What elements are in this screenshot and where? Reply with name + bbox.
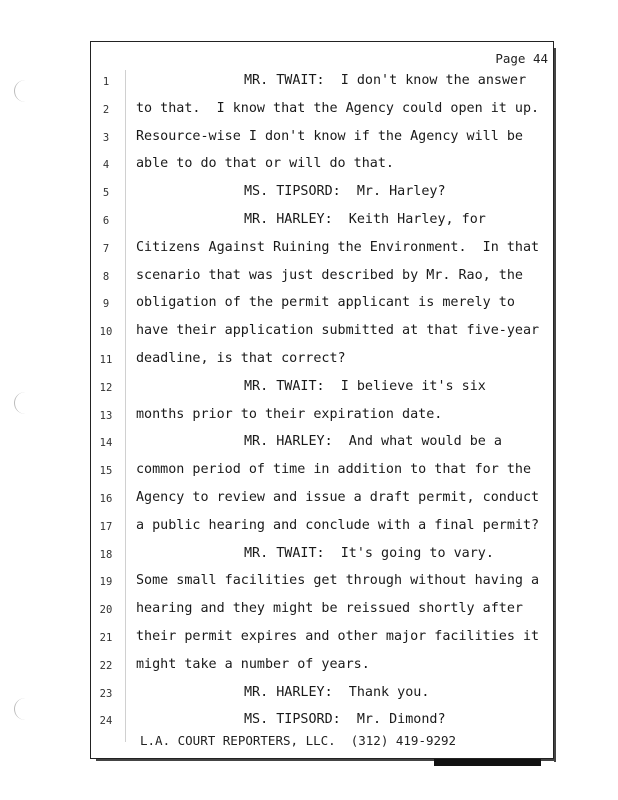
line-number: 19 bbox=[99, 576, 113, 589]
transcript-line bbox=[0, 406, 618, 434]
scan-bar bbox=[434, 759, 541, 766]
line-text: obligation of the permit applicant is merely to bbox=[136, 295, 515, 311]
line-number: 9 bbox=[102, 298, 110, 311]
transcript-line bbox=[0, 572, 618, 600]
transcript-line bbox=[0, 461, 618, 489]
line-number: 13 bbox=[99, 409, 113, 422]
line-text: MR. TWAIT: I don't know the answer bbox=[244, 73, 527, 88]
line-number: 15 bbox=[99, 465, 113, 478]
line-number: 4 bbox=[102, 159, 110, 172]
line-text: MS. TIPSORD: Mr. Harley? bbox=[244, 184, 446, 200]
line-number: 5 bbox=[102, 187, 110, 200]
line-number: 6 bbox=[102, 214, 110, 227]
line-number: 21 bbox=[99, 631, 113, 644]
transcript-lines bbox=[0, 72, 618, 739]
transcript-line bbox=[0, 155, 618, 183]
line-number: 12 bbox=[99, 381, 113, 394]
line-number: 18 bbox=[99, 548, 113, 561]
line-text: Agency to review and issue a draft permit, conduct bbox=[136, 489, 540, 505]
line-text: their permit expires and other major facilities it bbox=[136, 628, 540, 644]
line-text: MR. HARLEY: Keith Harley, for bbox=[244, 211, 486, 227]
line-text: Citizens Against Ruining the Environment. In that bbox=[136, 239, 540, 255]
line-text: Resource-wise I don't know if the Agency will be bbox=[136, 128, 523, 144]
transcript-line bbox=[0, 656, 618, 684]
line-number: 22 bbox=[99, 659, 113, 672]
line-text: able to do that or will do that. bbox=[136, 156, 394, 172]
line-number: 20 bbox=[99, 604, 113, 617]
transcript-line bbox=[0, 294, 618, 322]
line-text: MS. TIPSORD: Mr. Dimond? bbox=[244, 712, 446, 728]
transcript-line bbox=[0, 100, 618, 128]
transcript-line bbox=[0, 517, 618, 545]
line-text: months prior to their expiration date. bbox=[136, 406, 443, 422]
line-text: hearing and they might be reissued shortly after bbox=[136, 601, 523, 617]
transcript-line bbox=[0, 378, 618, 406]
transcript-line bbox=[0, 600, 618, 628]
line-text: MR. TWAIT: It's going to vary. bbox=[244, 545, 494, 561]
transcript-line bbox=[0, 628, 618, 656]
transcript-line bbox=[0, 267, 618, 295]
line-text: common period of time in addition to that for the bbox=[136, 462, 532, 478]
line-number: 24 bbox=[99, 715, 113, 728]
page-number: Page 44 bbox=[495, 51, 548, 66]
line-text: might take a number of years. bbox=[136, 656, 370, 672]
line-number: 1 bbox=[102, 76, 110, 88]
transcript-line bbox=[0, 545, 618, 573]
line-number: 3 bbox=[102, 131, 110, 144]
court-reporter-footer: L.A. COURT REPORTERS, LLC. (312) 419-9292 bbox=[140, 733, 457, 748]
line-text: MR. HARLEY: And what would be a bbox=[244, 434, 502, 450]
transcript-line bbox=[0, 433, 618, 461]
line-text: MR. TWAIT: I believe it's six bbox=[244, 378, 486, 394]
line-text: scenario that was just described by Mr. Rao, the bbox=[136, 267, 523, 283]
transcript-line bbox=[0, 684, 618, 712]
transcript-line bbox=[0, 239, 618, 267]
line-number: 23 bbox=[99, 687, 113, 700]
transcript-line bbox=[0, 350, 618, 378]
transcript-line bbox=[0, 183, 618, 211]
line-text: deadline, is that correct? bbox=[136, 350, 346, 366]
line-number: 8 bbox=[102, 270, 110, 283]
line-number: 16 bbox=[99, 492, 113, 505]
line-number: 14 bbox=[99, 437, 113, 450]
transcript-line bbox=[0, 322, 618, 350]
transcript-line bbox=[0, 489, 618, 517]
transcript-line bbox=[0, 128, 618, 156]
line-number: 2 bbox=[102, 103, 110, 116]
line-text: to that. I know that the Agency could open it up. bbox=[136, 100, 540, 116]
line-text: a public hearing and conclude with a final permit? bbox=[136, 517, 540, 533]
line-text: Some small facilities get through without having a bbox=[136, 573, 540, 589]
transcript-line bbox=[0, 72, 618, 100]
line-number: 7 bbox=[102, 242, 110, 255]
line-number: 10 bbox=[99, 326, 113, 339]
line-text: MR. HARLEY: Thank you. bbox=[244, 684, 430, 700]
line-text: have their application submitted at that five-year bbox=[136, 323, 540, 339]
line-number: 17 bbox=[99, 520, 113, 533]
line-number: 11 bbox=[99, 353, 113, 366]
transcript-line bbox=[0, 211, 618, 239]
